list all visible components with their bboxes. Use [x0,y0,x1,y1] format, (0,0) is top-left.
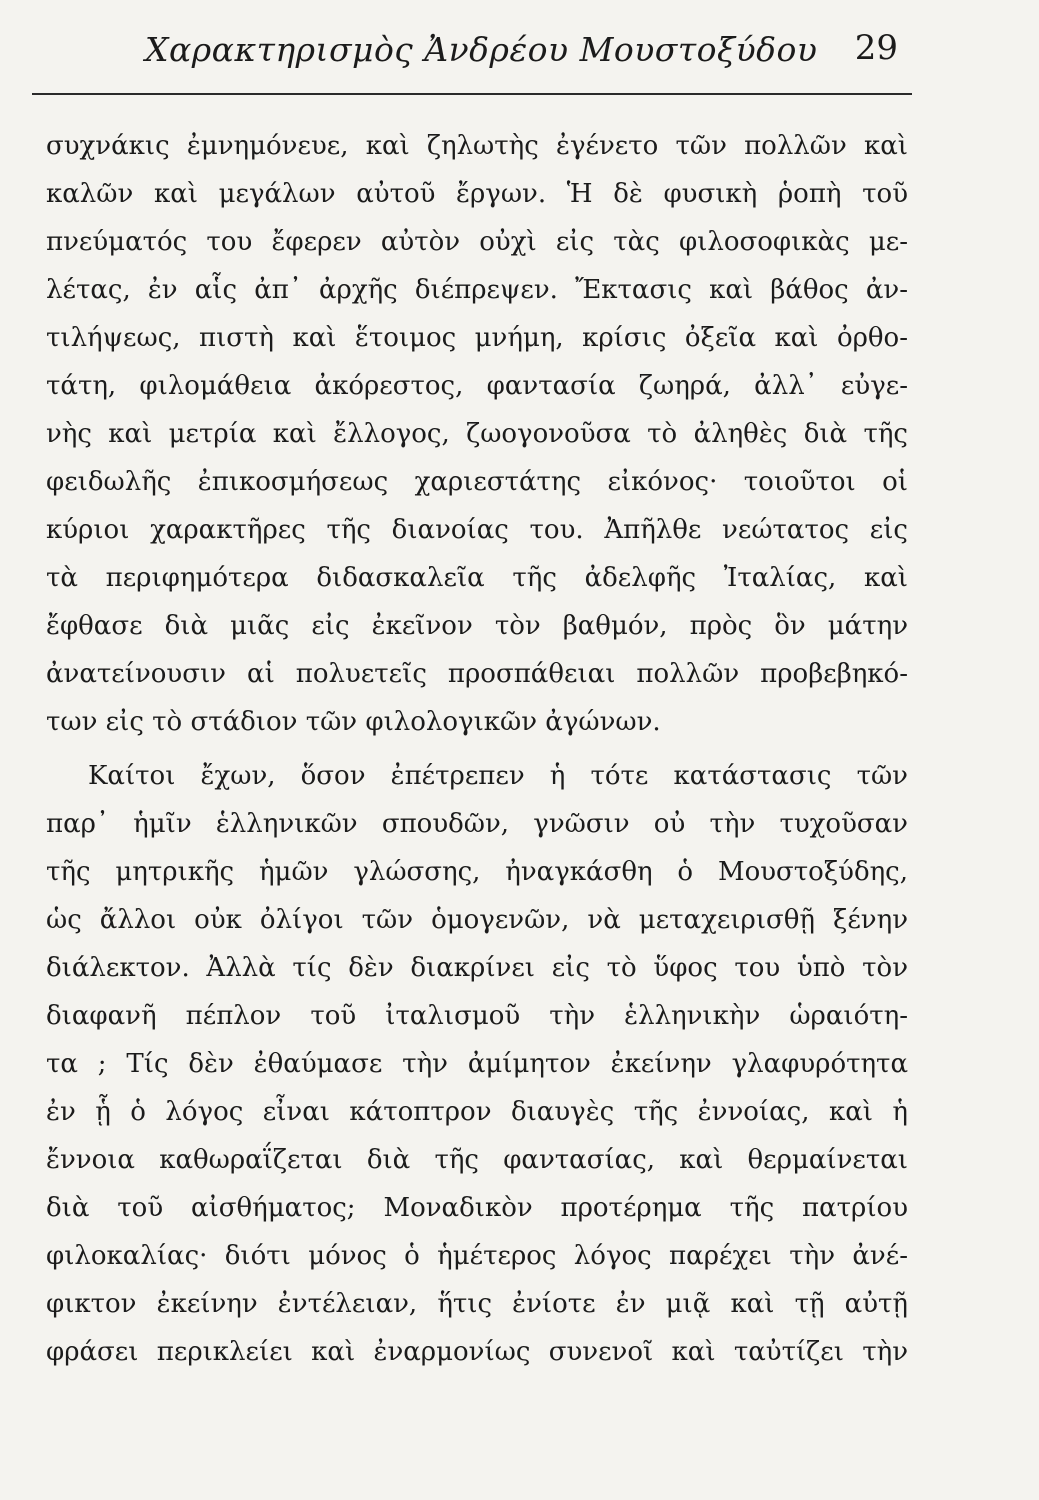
text-line: πνεύματός του ἔφερεν αὐτὸν οὐχὶ εἰς τὰς φιλοσοφικὰς με- [46,227,908,257]
text-line: συχνάκις ἐμνημόνευε, καὶ ζηλωτὴς ἐγένετο τῶν πολλῶν καὶ [46,131,908,161]
running-title: Χαρακτηρισμὸς Ἀνδρέου Μουστοξύδου [145,30,818,69]
header-rule [32,93,912,95]
text-line: ἔφθασε διὰ μιᾶς εἰς ἐκεῖνον τὸν βαθμόν, πρὸς ὃν μάτην [46,611,908,641]
text-line: τάτη, φιλομάθεια ἀκόρεστος, φαντασία ζωηρά, ἀλλ᾽ εὐγε- [46,371,908,401]
page-header [40,28,904,78]
text-line: κύριοι χαρακτῆρες τῆς διανοίας του. Ἀπῆλθε νεώτατος εἰς [46,515,908,545]
text-line: φράσει περικλείει καὶ ἐναρμονίως συνενοῖ καὶ ταὐτίζει τὴν [46,1337,908,1367]
text-line: τὰ περιφημότερα διδασκαλεῖα τῆς ἀδελφῆς Ἰταλίας, καὶ [46,563,908,593]
text-line: φιλοκαλίας· διότι μόνος ὁ ἡμέτερος λόγος παρέχει τὴν ἀνέ- [46,1241,908,1271]
text-line: λέτας, ἐν αἷς ἀπ᾽ ἀρχῆς διέπρεψεν. Ἔκτασις καὶ βάθος ἀν- [46,275,908,305]
text-line: τιλήψεως, πιστὴ καὶ ἕτοιμος μνήμη, κρίσις ὀξεῖα καὶ ὀρθο- [46,323,908,353]
text-line: φικτον ἐκείνην ἐντέλειαν, ἥτις ἐνίοτε ἐν μιᾷ καὶ τῇ αὐτῇ [46,1289,908,1319]
text-line: των εἰς τὸ στάδιον τῶν φιλολογικῶν ἀγώνων. [46,707,661,737]
text-line: διάλεκτον. Ἀλλὰ τίς δὲν διακρίνει εἰς τὸ ὕφος του ὑπὸ τὸν [46,953,908,983]
text-line: καλῶν καὶ μεγάλων αὐτοῦ ἔργων. Ἡ δὲ φυσικὴ ῥοπὴ τοῦ [46,179,908,209]
text-line: ὡς ἄλλοι οὐκ ὀλίγοι τῶν ὁμογενῶν, νὰ μεταχειρισθῇ ξένην [46,905,908,935]
text-line: τῆς μητρικῆς ἡμῶν γλώσσης, ἠναγκάσθη ὁ Μουστοξύδης, [46,857,908,887]
text-line: διαφανῆ πέπλον τοῦ ἰταλισμοῦ τὴν ἑλληνικὴν ὡραιότη- [46,1001,908,1031]
text-line: τα ; Τίς δὲν ἐθαύμασε τὴν ἀμίμητον ἐκείνην γλαφυρότητα [46,1049,908,1079]
page-number: 29 [854,28,898,68]
text-line: διὰ τοῦ αἰσθήματος; Μοναδικὸν προτέρημα τῆς πατρίου [46,1193,908,1223]
text-line: παρ᾽ ἡμῖν ἑλληνικῶν σπουδῶν, γνῶσιν οὐ τὴν τυχοῦσαν [46,809,908,839]
text-line: ἀνατείνουσιν αἱ πολυετεῖς προσπάθειαι πολλῶν προβεβηκό- [46,659,908,689]
text-line: ἔννοια καθωραΐζεται διὰ τῆς φαντασίας, καὶ θερμαίνεται [46,1145,908,1175]
text-line: φειδωλῆς ἐπικοσμήσεως χαριεστάτης εἰκόνος· τοιοῦτοι οἱ [46,467,908,497]
text-line: νὴς καὶ μετρία καὶ ἔλλογος, ζωογονοῦσα τὸ ἀληθὲς διὰ τῆς [46,419,908,449]
text-line: Καίτοι ἔχων, ὅσον ἐπέτρεπεν ἡ τότε κατάστασις τῶν [88,761,908,791]
text-line: ἐν ᾗ ὁ λόγος εἶναι κάτοπτρον διαυγὲς τῆς ἐννοίας, καὶ ἡ [46,1097,908,1127]
